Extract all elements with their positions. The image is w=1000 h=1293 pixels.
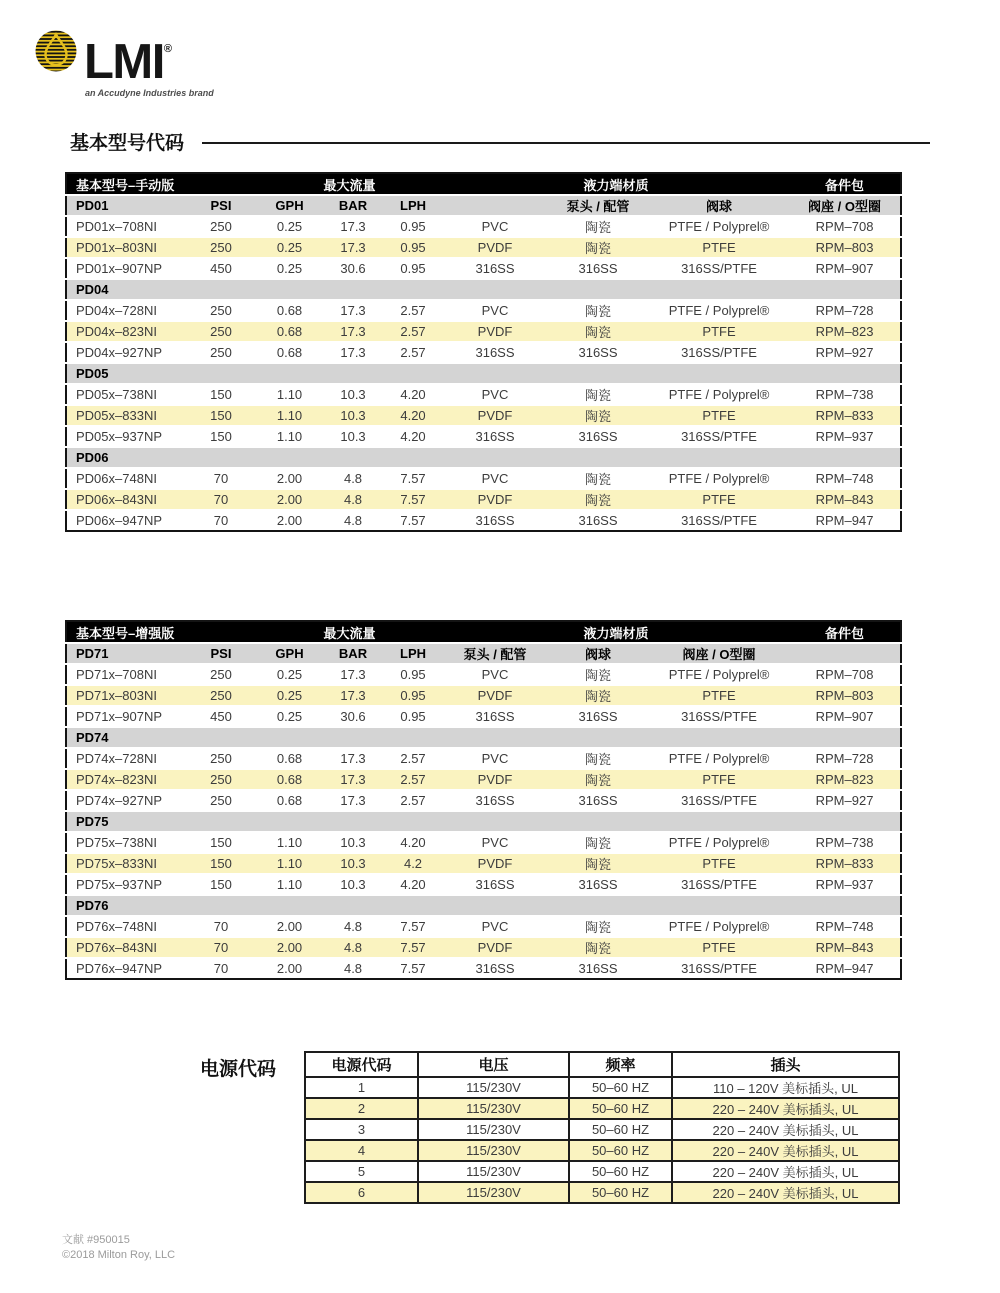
model-table-manual — [65, 172, 902, 532]
spec-value-cell: 250 — [186, 748, 256, 769]
spec-value-cell: 4.20 — [383, 832, 443, 853]
model-number-cell: PD05x–833NI — [66, 405, 186, 426]
spec-value-cell: 0.95 — [383, 258, 443, 279]
brand-tagline: an Accudyne Industries brand — [85, 88, 214, 98]
spec-value-cell: 316SS/PTFE — [649, 790, 789, 811]
spec-value-cell: PTFE — [649, 237, 789, 258]
spec-value-cell: 250 — [186, 664, 256, 685]
spec-value-cell: RPM–833 — [789, 405, 901, 426]
spec-value-cell: RPM–728 — [789, 748, 901, 769]
spec-value-cell: 250 — [186, 300, 256, 321]
section-title-row — [70, 128, 930, 155]
power-code-cell: 6 — [305, 1182, 418, 1203]
series-section-label: PD06 — [66, 447, 901, 468]
column-header: PD01 — [66, 195, 186, 216]
spec-value-cell: 7.57 — [383, 489, 443, 510]
plug-cell: 220 – 240V 美标插头, UL — [672, 1098, 899, 1119]
spec-value-cell: 150 — [186, 874, 256, 895]
spec-value-cell: 0.25 — [256, 258, 323, 279]
column-header: 泵头 / 配管 — [547, 195, 649, 216]
spec-value-cell: RPM–748 — [789, 468, 901, 489]
spec-value-cell: 316SS — [443, 342, 547, 363]
spec-value-cell: 1.10 — [256, 832, 323, 853]
spec-value-cell: 250 — [186, 237, 256, 258]
model-number-cell: PD04x–823NI — [66, 321, 186, 342]
column-header: LPH — [383, 643, 443, 664]
page-footer — [62, 1233, 175, 1264]
frequency-cell: 50–60 HZ — [569, 1077, 672, 1098]
spec-value-cell: PTFE — [649, 937, 789, 958]
spec-value-cell: 17.3 — [323, 790, 383, 811]
spec-value-cell: 316SS — [547, 790, 649, 811]
spec-value-cell: PTFE — [649, 489, 789, 510]
spec-value-cell: 0.68 — [256, 342, 323, 363]
spec-value-cell: RPM–927 — [789, 342, 901, 363]
spec-value-cell: 1.10 — [256, 384, 323, 405]
model-number-cell: PD75x–738NI — [66, 832, 186, 853]
spec-value-cell: RPM–907 — [789, 258, 901, 279]
spec-value-cell: 316SS/PTFE — [649, 510, 789, 531]
spec-value-cell: 10.3 — [323, 426, 383, 447]
spec-value-cell: RPM–927 — [789, 790, 901, 811]
spec-value-cell: 陶瓷 — [547, 937, 649, 958]
spec-value-cell: 250 — [186, 769, 256, 790]
spec-value-cell: 150 — [186, 384, 256, 405]
spec-value-cell: PTFE / Polyprel® — [649, 748, 789, 769]
spec-value-cell: PVC — [443, 748, 547, 769]
power-code-cell: 1 — [305, 1077, 418, 1098]
spec-value-cell: 0.68 — [256, 300, 323, 321]
spec-value-cell: 4.8 — [323, 958, 383, 979]
spec-value-cell: 316SS/PTFE — [649, 874, 789, 895]
spec-value-cell: 4.2 — [383, 853, 443, 874]
spec-value-cell: PVC — [443, 300, 547, 321]
spec-value-cell: 陶瓷 — [547, 853, 649, 874]
spec-value-cell: 陶瓷 — [547, 664, 649, 685]
column-header: PD71 — [66, 643, 186, 664]
model-number-cell: PD76x–843NI — [66, 937, 186, 958]
spec-value-cell: 316SS — [547, 510, 649, 531]
spec-value-cell: 70 — [186, 958, 256, 979]
column-header: 阀座 / O型圈 — [789, 195, 901, 216]
frequency-header: 频率 — [569, 1052, 672, 1077]
model-number-cell: PD06x–748NI — [66, 468, 186, 489]
power-code-cell: 4 — [305, 1140, 418, 1161]
spec-value-cell: 70 — [186, 937, 256, 958]
column-header: PSI — [186, 643, 256, 664]
column-header: 阀球 — [649, 195, 789, 216]
plug-header: 插头 — [672, 1052, 899, 1077]
spec-value-cell: 316SS — [547, 258, 649, 279]
spec-value-cell: PTFE / Polyprel® — [649, 832, 789, 853]
model-number-cell: PD01x–907NP — [66, 258, 186, 279]
spec-value-cell: PVDF — [443, 237, 547, 258]
spec-value-cell: 4.20 — [383, 384, 443, 405]
spec-value-cell: 316SS — [443, 510, 547, 531]
spec-value-cell: 316SS/PTFE — [649, 706, 789, 727]
spec-value-cell: 0.95 — [383, 706, 443, 727]
model-number-cell: PD74x–728NI — [66, 748, 186, 769]
spec-value-cell: 150 — [186, 426, 256, 447]
spec-value-cell: 450 — [186, 258, 256, 279]
power-code-title: 电源代码 — [200, 1059, 277, 1080]
spec-value-cell: 4.20 — [383, 405, 443, 426]
spec-value-cell: PVC — [443, 916, 547, 937]
spec-value-cell: PVDF — [443, 769, 547, 790]
spec-value-cell: 0.95 — [383, 664, 443, 685]
spec-value-cell: 0.25 — [256, 216, 323, 237]
spec-value-cell: RPM–843 — [789, 937, 901, 958]
spec-value-cell: 10.3 — [323, 832, 383, 853]
power-code-cell: 3 — [305, 1119, 418, 1140]
spec-value-cell: 陶瓷 — [547, 384, 649, 405]
spec-value-cell: 0.25 — [256, 706, 323, 727]
spec-value-cell: 316SS — [547, 706, 649, 727]
column-header: 阀球 — [547, 643, 649, 664]
spec-value-cell: 陶瓷 — [547, 216, 649, 237]
spec-value-cell: 316SS — [443, 426, 547, 447]
spec-value-cell: 316SS — [547, 342, 649, 363]
spec-value-cell: 4.20 — [383, 426, 443, 447]
spec-value-cell: 2.57 — [383, 321, 443, 342]
spec-value-cell: RPM–748 — [789, 916, 901, 937]
spec-value-cell: 1.10 — [256, 405, 323, 426]
spec-value-cell: RPM–937 — [789, 874, 901, 895]
column-header: BAR — [323, 643, 383, 664]
spec-value-cell: 150 — [186, 405, 256, 426]
spec-value-cell: 316SS — [443, 258, 547, 279]
spec-value-cell: RPM–937 — [789, 426, 901, 447]
spec-value-cell: 450 — [186, 706, 256, 727]
column-header — [443, 195, 547, 216]
lmi-logo — [35, 28, 214, 98]
model-number-cell: PD04x–728NI — [66, 300, 186, 321]
spec-value-cell: RPM–823 — [789, 321, 901, 342]
spec-value-cell: 7.57 — [383, 958, 443, 979]
spec-value-cell: 4.20 — [383, 874, 443, 895]
model-number-cell: PD74x–927NP — [66, 790, 186, 811]
spec-value-cell: PVC — [443, 216, 547, 237]
spec-value-cell: 17.3 — [323, 237, 383, 258]
spec-value-cell: PVDF — [443, 321, 547, 342]
spec-value-cell: 7.57 — [383, 468, 443, 489]
spec-value-cell: 10.3 — [323, 405, 383, 426]
voltage-cell: 115/230V — [418, 1161, 569, 1182]
column-header: 泵头 / 配管 — [443, 643, 547, 664]
spec-value-cell: 17.3 — [323, 685, 383, 706]
spec-value-cell: 2.00 — [256, 489, 323, 510]
spec-value-cell: 316SS — [443, 874, 547, 895]
series-section-label: PD75 — [66, 811, 901, 832]
column-header: BAR — [323, 195, 383, 216]
spec-value-cell: 0.68 — [256, 769, 323, 790]
model-number-cell: PD04x–927NP — [66, 342, 186, 363]
spec-value-cell: PTFE / Polyprel® — [649, 300, 789, 321]
spec-value-cell: 250 — [186, 342, 256, 363]
spec-value-cell: RPM–738 — [789, 384, 901, 405]
spec-value-cell: 150 — [186, 853, 256, 874]
voltage-cell: 115/230V — [418, 1182, 569, 1203]
model-number-cell: PD71x–803NI — [66, 685, 186, 706]
column-header: PSI — [186, 195, 256, 216]
spec-value-cell: 陶瓷 — [547, 405, 649, 426]
spec-value-cell: 70 — [186, 468, 256, 489]
spec-value-cell: 陶瓷 — [547, 489, 649, 510]
series-section-label: PD76 — [66, 895, 901, 916]
spec-value-cell: 4.8 — [323, 510, 383, 531]
spec-value-cell: 250 — [186, 685, 256, 706]
model-number-cell: PD76x–947NP — [66, 958, 186, 979]
spare-kit-group-header: 备件包 — [789, 621, 901, 643]
spec-value-cell: 316SS — [547, 426, 649, 447]
spec-value-cell: 17.3 — [323, 216, 383, 237]
plug-cell: 220 – 240V 美标插头, UL — [672, 1140, 899, 1161]
spec-value-cell: RPM–803 — [789, 237, 901, 258]
series-section-label: PD05 — [66, 363, 901, 384]
spec-value-cell: PTFE — [649, 685, 789, 706]
spec-value-cell: 7.57 — [383, 510, 443, 531]
spec-value-cell: 316SS/PTFE — [649, 258, 789, 279]
spec-value-cell: PTFE / Polyprel® — [649, 216, 789, 237]
spec-value-cell: PTFE — [649, 321, 789, 342]
spec-value-cell: 1.10 — [256, 426, 323, 447]
brand-wordmark: LMI® — [84, 35, 172, 89]
power-code-header: 电源代码 — [305, 1052, 418, 1077]
spec-value-cell: 2.57 — [383, 790, 443, 811]
spec-value-cell: PVC — [443, 384, 547, 405]
spec-value-cell: 316SS — [547, 958, 649, 979]
spec-value-cell: RPM–708 — [789, 664, 901, 685]
spec-value-cell: 4.8 — [323, 489, 383, 510]
spare-kit-group-header: 备件包 — [789, 173, 901, 195]
spec-value-cell: 陶瓷 — [547, 916, 649, 937]
table-title: 基本型号–增强版 — [66, 621, 256, 643]
frequency-cell: 50–60 HZ — [569, 1119, 672, 1140]
spec-value-cell: 316SS — [443, 706, 547, 727]
spec-value-cell: 0.95 — [383, 216, 443, 237]
spec-value-cell: 4.8 — [323, 468, 383, 489]
spec-value-cell: 316SS — [443, 958, 547, 979]
spec-value-cell: 1.10 — [256, 853, 323, 874]
spec-value-cell: 2.57 — [383, 342, 443, 363]
spec-value-cell: 0.95 — [383, 685, 443, 706]
spec-value-cell: 316SS/PTFE — [649, 342, 789, 363]
spec-value-cell: 10.3 — [323, 874, 383, 895]
spec-value-cell: RPM–833 — [789, 853, 901, 874]
spec-value-cell: 0.25 — [256, 664, 323, 685]
spec-value-cell: PTFE / Polyprel® — [649, 664, 789, 685]
registered-mark: ® — [163, 43, 172, 55]
spec-value-cell: PVDF — [443, 489, 547, 510]
spec-value-cell: PTFE — [649, 405, 789, 426]
spec-value-cell: RPM–708 — [789, 216, 901, 237]
spec-value-cell: 10.3 — [323, 853, 383, 874]
spec-value-cell: RPM–728 — [789, 300, 901, 321]
model-number-cell: PD71x–708NI — [66, 664, 186, 685]
spec-value-cell: 2.57 — [383, 300, 443, 321]
power-code-cell: 2 — [305, 1098, 418, 1119]
column-header: LPH — [383, 195, 443, 216]
model-number-cell: PD75x–833NI — [66, 853, 186, 874]
spec-value-cell: 2.00 — [256, 937, 323, 958]
voltage-cell: 115/230V — [418, 1098, 569, 1119]
plug-cell: 220 – 240V 美标插头, UL — [672, 1119, 899, 1140]
frequency-cell: 50–60 HZ — [569, 1140, 672, 1161]
column-header: 阀座 / O型圈 — [649, 643, 789, 664]
spec-value-cell: RPM–907 — [789, 706, 901, 727]
plug-cell: 220 – 240V 美标插头, UL — [672, 1161, 899, 1182]
document-number: 文献 #950015 — [62, 1234, 130, 1246]
model-table-enhanced — [65, 620, 902, 980]
power-code-table — [304, 1051, 900, 1204]
spec-value-cell: 10.3 — [323, 384, 383, 405]
spec-value-cell: 陶瓷 — [547, 321, 649, 342]
spec-value-cell: 17.3 — [323, 342, 383, 363]
spec-value-cell: 0.25 — [256, 685, 323, 706]
materials-group-header: 液力端材质 — [443, 621, 789, 643]
spec-value-cell: 150 — [186, 832, 256, 853]
model-number-cell: PD71x–907NP — [66, 706, 186, 727]
voltage-cell: 115/230V — [418, 1119, 569, 1140]
spec-value-cell: 1.10 — [256, 874, 323, 895]
spec-value-cell: 17.3 — [323, 748, 383, 769]
spec-value-cell: RPM–803 — [789, 685, 901, 706]
spec-value-cell: PTFE / Polyprel® — [649, 384, 789, 405]
spec-value-cell: 17.3 — [323, 664, 383, 685]
spec-value-cell: PVDF — [443, 685, 547, 706]
spec-value-cell: 陶瓷 — [547, 832, 649, 853]
spec-value-cell: 0.95 — [383, 237, 443, 258]
spec-value-cell: PVC — [443, 468, 547, 489]
spec-value-cell: 2.57 — [383, 769, 443, 790]
spec-value-cell: 0.68 — [256, 790, 323, 811]
plug-cell: 220 – 240V 美标插头, UL — [672, 1182, 899, 1203]
spec-value-cell: 70 — [186, 489, 256, 510]
materials-group-header: 液力端材质 — [443, 173, 789, 195]
model-number-cell: PD74x–823NI — [66, 769, 186, 790]
spec-value-cell: 316SS/PTFE — [649, 958, 789, 979]
spec-value-cell: 30.6 — [323, 706, 383, 727]
spec-value-cell: PVDF — [443, 937, 547, 958]
spec-value-cell: PVC — [443, 832, 547, 853]
spec-value-cell: 2.00 — [256, 958, 323, 979]
series-section-label: PD04 — [66, 279, 901, 300]
spec-value-cell: RPM–947 — [789, 958, 901, 979]
spec-value-cell: 7.57 — [383, 937, 443, 958]
voltage-cell: 115/230V — [418, 1140, 569, 1161]
model-number-cell: PD05x–738NI — [66, 384, 186, 405]
spec-value-cell: RPM–738 — [789, 832, 901, 853]
plug-cell: 110 – 120V 美标插头, UL — [672, 1077, 899, 1098]
spec-value-cell: 4.8 — [323, 937, 383, 958]
spec-value-cell: PVDF — [443, 405, 547, 426]
spec-value-cell: 7.57 — [383, 916, 443, 937]
column-header: GPH — [256, 195, 323, 216]
spec-value-cell: 陶瓷 — [547, 300, 649, 321]
model-number-cell: PD06x–947NP — [66, 510, 186, 531]
page-title: 基本型号代码 — [70, 133, 185, 154]
spec-value-cell: 316SS — [547, 874, 649, 895]
max-flow-group-header: 最大流量 — [256, 173, 443, 195]
max-flow-group-header: 最大流量 — [256, 621, 443, 643]
spec-value-cell: 316SS — [443, 790, 547, 811]
spec-value-cell: PTFE — [649, 769, 789, 790]
spec-value-cell: 17.3 — [323, 769, 383, 790]
spec-value-cell: 0.68 — [256, 321, 323, 342]
frequency-cell: 50–60 HZ — [569, 1161, 672, 1182]
spec-value-cell: 250 — [186, 216, 256, 237]
model-number-cell: PD76x–748NI — [66, 916, 186, 937]
spec-value-cell: RPM–947 — [789, 510, 901, 531]
table-title: 基本型号–手动版 — [66, 173, 256, 195]
spec-value-cell: 陶瓷 — [547, 685, 649, 706]
frequency-cell: 50–60 HZ — [569, 1098, 672, 1119]
spec-value-cell: PTFE / Polyprel® — [649, 468, 789, 489]
spec-value-cell: 0.25 — [256, 237, 323, 258]
column-header — [789, 643, 901, 664]
spec-value-cell: 陶瓷 — [547, 748, 649, 769]
spec-value-cell: 70 — [186, 510, 256, 531]
spec-value-cell: 250 — [186, 321, 256, 342]
model-number-cell: PD06x–843NI — [66, 489, 186, 510]
spec-value-cell: PTFE / Polyprel® — [649, 916, 789, 937]
spec-value-cell: 17.3 — [323, 300, 383, 321]
spec-value-cell: RPM–843 — [789, 489, 901, 510]
spec-value-cell: 2.00 — [256, 468, 323, 489]
spec-value-cell: 4.8 — [323, 916, 383, 937]
spec-value-cell: 70 — [186, 916, 256, 937]
frequency-cell: 50–60 HZ — [569, 1182, 672, 1203]
lmi-droplet-icon — [35, 30, 77, 72]
power-code-cell: 5 — [305, 1161, 418, 1182]
model-number-cell: PD01x–708NI — [66, 216, 186, 237]
spec-value-cell: 2.00 — [256, 510, 323, 531]
voltage-header: 电压 — [418, 1052, 569, 1077]
spec-value-cell: 陶瓷 — [547, 237, 649, 258]
spec-value-cell: 250 — [186, 790, 256, 811]
spec-value-cell: 0.68 — [256, 748, 323, 769]
series-section-label: PD74 — [66, 727, 901, 748]
model-number-cell: PD01x–803NI — [66, 237, 186, 258]
spec-value-cell: 2.57 — [383, 748, 443, 769]
spec-value-cell: RPM–823 — [789, 769, 901, 790]
spec-value-cell: 陶瓷 — [547, 769, 649, 790]
spec-value-cell: PVDF — [443, 853, 547, 874]
spec-value-cell: PTFE — [649, 853, 789, 874]
column-header: GPH — [256, 643, 323, 664]
title-rule — [202, 142, 930, 144]
voltage-cell: 115/230V — [418, 1077, 569, 1098]
spec-value-cell: 17.3 — [323, 321, 383, 342]
spec-value-cell: 陶瓷 — [547, 468, 649, 489]
spec-value-cell: PVC — [443, 664, 547, 685]
spec-value-cell: 316SS/PTFE — [649, 426, 789, 447]
model-number-cell: PD05x–937NP — [66, 426, 186, 447]
copyright-line: ©2018 Milton Roy, LLC — [62, 1249, 176, 1262]
spec-value-cell: 30.6 — [323, 258, 383, 279]
model-number-cell: PD75x–937NP — [66, 874, 186, 895]
spec-value-cell: 2.00 — [256, 916, 323, 937]
